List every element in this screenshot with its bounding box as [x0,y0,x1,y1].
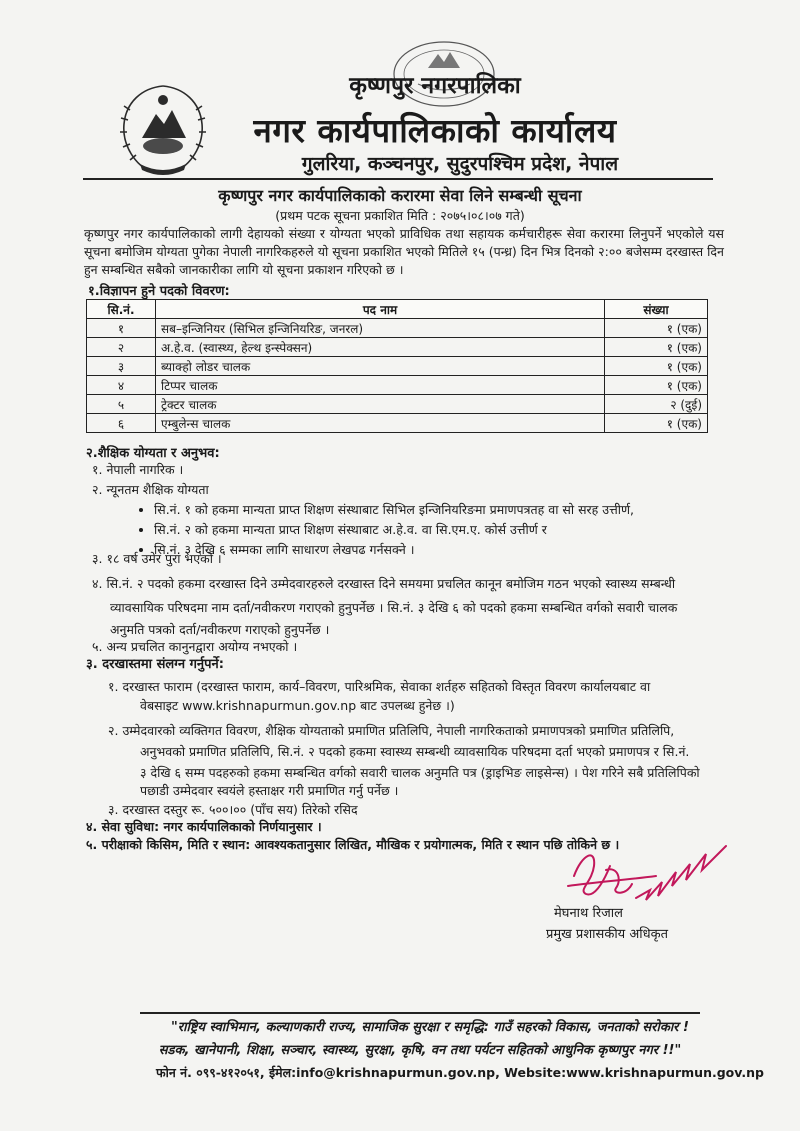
footer-motto-line2: सडक, खानेपानी, शिक्षा, सञ्चार, स्वास्थ्य, सुरक्षा, कृषि, वन तथा पर्यटन सहितको आधुनिक कृष्णपुर नगर !!" [158,1043,682,1058]
row-sn: ६ [87,414,156,433]
notice-intro: कृष्णपुर नगर कार्यपालिकाको लागी देहायको संख्या र योग्यता भएको प्राविधिक तथा सहायक कर्मचारीहरू सेवा करारमा लिनुपर्ने भएकोले यस सूचना बमोजिम योग्यता पुगेका नेपाली नागरिकहरुले यो सूचना प्रकाशित भएको मितिले १५ (पन्ध्र) दिन भित्र दिनको २:०० बजेसम्म दरखास्त दिन हुन सम्बन्धित सबैको जानकारीका लागि यो सूचना प्रकाशन गरिएको छ । [84,226,724,277]
table-row [87,395,708,414]
qualification-item-3: ३. १८ वर्ष उमेर पुरा भएको । [92,551,222,566]
section1-heading: १.विज्ञापन हुने पदको विवरण: [88,284,230,299]
footer-contact: फोन नं. ०९९-४१२०५१, ईमेल:info@krishnapurmun.gov.np, Website:www.krishnapurmun.gov.np [156,1065,764,1080]
table-header-row [87,300,708,319]
row-count: १ (एक) [605,414,708,433]
notice-publish-date: (प्रथम पटक सूचना प्रकाशित मिति : २०७५।०८।०७ गते) [275,208,525,223]
list-item: • सि.नं. २ को हकमा मान्यता प्राप्त शिक्षण संस्थाबाट अ.हे.व. वा सि.एम.ए. कोर्स उत्तीर्ण र [154,520,634,540]
table-row [87,338,708,357]
table-row [87,414,708,433]
signatory-name: मेघनाथ रिजाल [554,906,623,921]
attachment-3: ३. दरखास्त दस्तुर रू. ५००।०० (पाँच सय) तिरेको रसिद [108,802,358,817]
attachment-2-line2: अनुभवको प्रमाणित प्रतिलिपि, सि.नं. २ पदको हकमा स्वास्थ्य सम्बन्धी व्यावसायिक परिषदमा दर्ता भएको प्रमाणपत्र र सि.नं. [140,744,690,759]
table-row [87,319,708,338]
qualification-item-4-line2: व्यावसायिक परिषदमा नाम दर्ता/नवीकरण गराएको हुनुपर्नेछ । सि.नं. ३ देखि ६ को पदको हकमा सम्बन्धित वर्गको सवारी चालक [110,600,678,615]
footer-motto-line1: "राष्ट्रिय स्वाभिमान, कल्याणकारी राज्य, सामाजिक सुरक्षा र समृद्धि: गाउँ सहरको विकास, जनताको सरोकार ! [171,1020,689,1035]
list-item: • सि.नं. ३ देखि ६ सम्मका लागि साधारण लेखपढ गर्नसक्ने । [154,540,634,560]
col-sn: सि.नं. [87,300,156,319]
attachment-2-line1: २. उम्मेदवारको व्यक्तिगत विवरण, शैक्षिक योग्यताको प्रमाणित प्रतिलिपि, नेपाली नागरिकताको प्रमाणपत्रको प्रमाणित प्रतिलिपि, [108,723,675,738]
posts-table [86,299,708,433]
attachment-2-line4: पछाडी उम्मेदवार स्वयंले हस्ताक्षर गरी प्रमाणित गर्नु पर्नेछ । [140,783,399,798]
row-post-name: ब्याक्हो लोडर चालक [156,357,605,376]
table-row [87,357,708,376]
row-post-name: टिप्पर चालक [156,376,605,395]
attachment-1-line2: वेबसाइट www.krishnapurmun.gov.np बाट उपलब्ध हुनेछ ।) [140,698,455,713]
section4-service-facility: ४. सेवा सुविधा: नगर कार्यपालिकाको निर्णयानुसार । [86,819,322,834]
row-sn: १ [87,319,156,338]
section5-exam-details: ५. परीक्षाको किसिम, मिति र स्थान: आवश्यकतानुसार लिखित, मौखिक र प्रयोगात्मक, मिति र स्थान पछि तोकिने छ । [86,837,620,852]
row-sn: २ [87,338,156,357]
office-address: गुलरिया, कञ्चनपुर, सुदुरपश्चिम प्रदेश, नेपाल [301,153,619,175]
row-count: १ (एक) [605,319,708,338]
row-count: १ (एक) [605,376,708,395]
qualification-item-5: ५. अन्य प्रचलित कानुनद्वारा अयोग्य नभएको । [92,639,298,654]
list-item: • सि.नं. १ को हकमा मान्यता प्राप्त शिक्षण संस्थाबाट सिभिल इन्जिनियरिङमा प्रमाणपत्रतह वा सो सरह उत्तीर्ण, [154,500,634,520]
row-sn: ४ [87,376,156,395]
section2-heading: २.शैक्षिक योग्यता र अनुभव: [86,446,220,461]
attachment-2-line3: ३ देखि ६ सम्म पदहरुको हकमा सम्बन्धित वर्गको सवारी चालक अनुमति पत्र (ड्राइभिङ लाइसेन्स) । पेश गरिने सबै प्रतिलिपिको [140,765,700,780]
qualification-item-2: २. न्यूनतम शैक्षिक योग्यता [92,482,209,497]
row-count: १ (एक) [605,357,708,376]
row-post-name: ट्रेक्टर चालक [156,395,605,414]
attachment-1-line1: १. दरखास्त फाराम (दरखास्त फाराम, कार्य–विवरण, पारिश्रमिक, सेवाका शर्तहरु सहितको विस्तृत विवरण कार्यालयबाट वा [108,679,651,694]
table-row [87,376,708,395]
col-count: संख्या [605,300,708,319]
signatory-title: प्रमुख प्रशासकीय अधिकृत [546,927,669,942]
row-count: १ (एक) [605,338,708,357]
row-post-name: अ.हे.व. (स्वास्थ्य, हेल्थ इन्स्पेक्सन) [156,338,605,357]
municipality-name: कृष्णपुर नगरपालिका [349,73,521,99]
office-name: नगर कार्यपालिकाको कार्यालय [253,111,617,150]
notice-title: कृष्णपुर नगर कार्यपालिकाको करारमा सेवा लिने सम्बन्धी सूचना [218,186,582,205]
footer-divider [140,1012,700,1014]
row-post-name: सब–इन्जिनियर (सिभिल इन्जिनियरिङ, जनरल) [156,319,605,338]
row-count: २ (दुई) [605,395,708,414]
section3-heading: ३. दरखास्तमा संलग्न गर्नुपर्ने: [86,657,224,672]
qualification-item-4-line1: ४. सि.नं. २ पदको हकमा दरखास्त दिने उम्मेदवारहरुले दरखास्त दिने समयमा प्रचलित कानून बमोजिम गठन भएको स्वास्थ्य सम्बन्धी [92,576,676,591]
row-sn: ३ [87,357,156,376]
row-post-name: एम्बुलेन्स चालक [156,414,605,433]
qualification-item-4-line3: अनुमति पत्रको दर्ता/नवीकरण गराएको हुनुपर्नेछ । [110,622,330,637]
signature-mark [566,836,736,906]
header-divider [83,178,713,180]
col-post-name: पद नाम [156,300,605,319]
qualification-item-1: १. नेपाली नागरिक । [92,462,184,477]
row-sn: ५ [87,395,156,414]
